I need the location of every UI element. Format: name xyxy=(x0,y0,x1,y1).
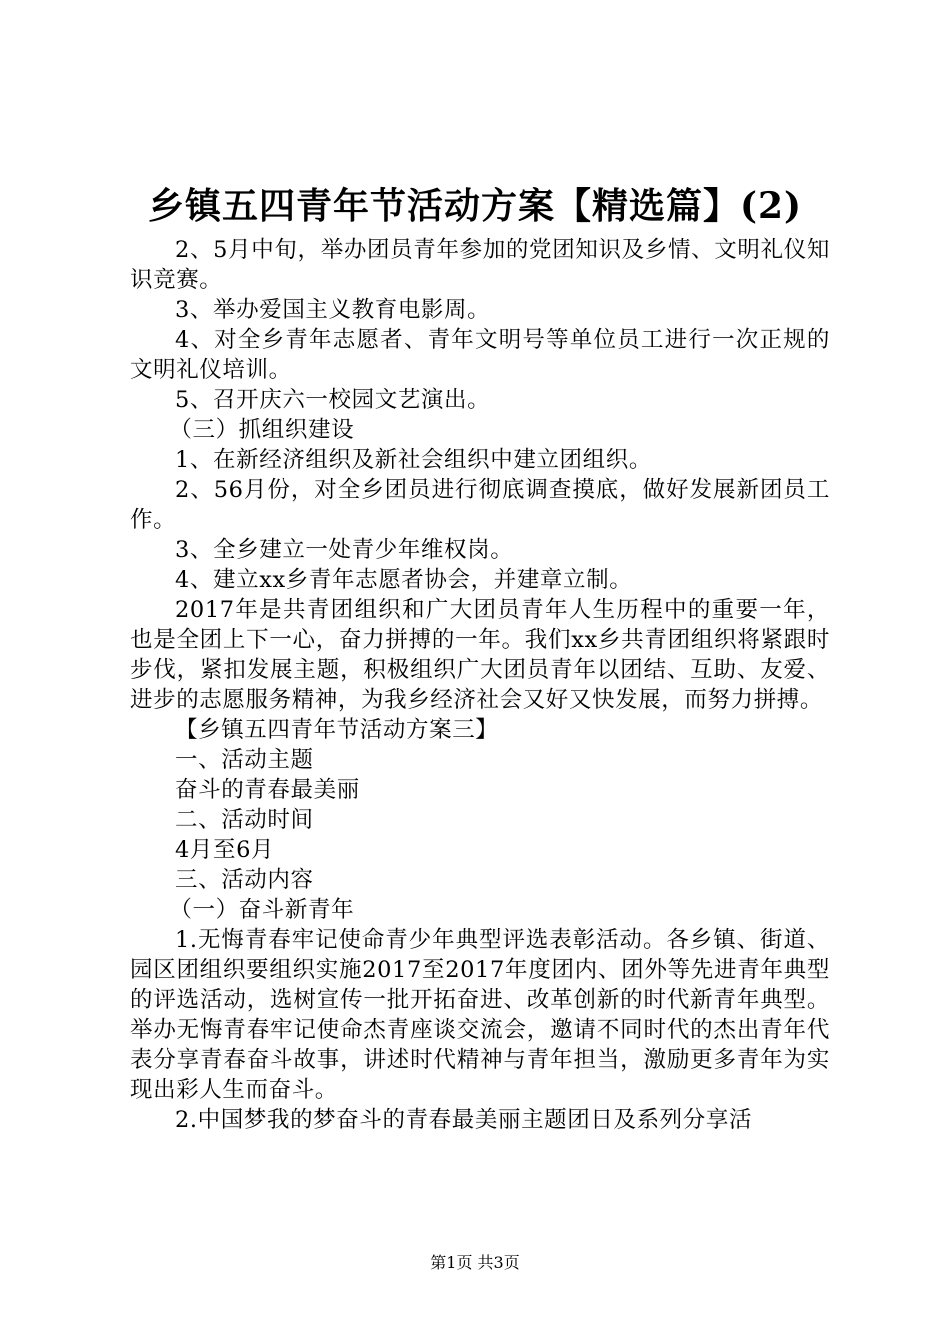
section-heading: 二、活动时间 xyxy=(175,807,314,833)
paragraph: 1、在新经济组织及新社会组织中建立团组织。 xyxy=(175,447,652,473)
paragraph: 4、建立xx乡青年志愿者协会，并建章立制。 xyxy=(175,567,633,593)
section-heading: 一、活动主题 xyxy=(175,747,314,773)
paragraph: 4月至6月 xyxy=(175,837,275,863)
document-title: 乡镇五四青年节活动方案【精选篇】(2) xyxy=(147,185,803,227)
paragraph: 2、5月中旬，举办团员青年参加的党团知识及乡情、文明礼仪知识竞赛。 xyxy=(130,237,830,293)
section-heading: 三、活动内容 xyxy=(175,867,314,893)
document-body xyxy=(130,235,830,1135)
paragraph: 奋斗的青春最美丽 xyxy=(175,777,360,803)
section-heading: 【乡镇五四青年节活动方案三】 xyxy=(175,717,499,743)
paragraph: 2、56月份，对全乡团员进行彻底调查摸底，做好发展新团员工作。 xyxy=(130,477,830,533)
paragraph: 1.无悔青春牢记使命青少年典型评选表彰活动。各乡镇、街道、园区团组织要组织实施2017至2017年度团内、团外等先进青年典型的评选活动，选树宣传一批开拓奋进、改革创新的时代新青年典型。举办无悔青春牢记使命杰青座谈交流会，邀请不同时代的杰出青年代表分享青春奋斗故事，讲述时代精神与青年担当，激励更多青年为实现出彩人生而奋斗。 xyxy=(130,927,830,1103)
paragraph: 2017年是共青团组织和广大团员青年人生历程中的重要一年，也是全团上下一心，奋力拼搏的一年。我们xx乡共青团组织将紧跟时步伐，紧扣发展主题，积极组织广大团员青年以团结、互助、友爱、进步的志愿服务精神，为我乡经济社会又好又快发展，而努力拼搏。 xyxy=(130,597,830,713)
paragraph: 5、召开庆六一校园文艺演出。 xyxy=(175,387,491,413)
paragraph: 3、举办爱国主义教育电影周。 xyxy=(175,297,491,323)
paragraph: 2.中国梦我的梦奋斗的青春最美丽主题团日及系列分享活 xyxy=(175,1107,753,1133)
paragraph: 4、对全乡青年志愿者、青年文明号等单位员工进行一次正规的文明礼仪培训。 xyxy=(130,327,830,383)
section-heading: （三）抓组织建设 xyxy=(169,417,355,443)
section-heading: （一）奋斗新青年 xyxy=(169,897,355,923)
page-footer: 第1页 共3页 xyxy=(430,1253,520,1272)
paragraph: 3、全乡建立一处青少年维权岗。 xyxy=(175,537,514,563)
